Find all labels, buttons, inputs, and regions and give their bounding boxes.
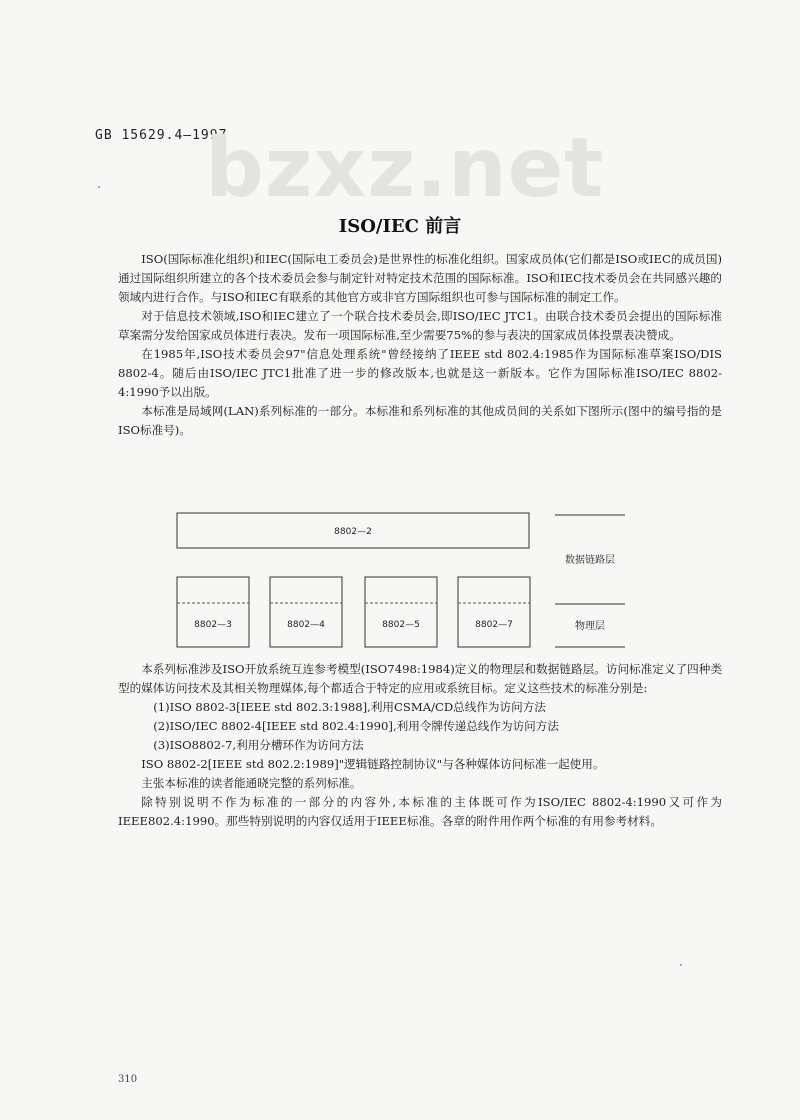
intro-text xyxy=(118,250,722,440)
box-8802-4 xyxy=(270,577,342,647)
box-8802-5 xyxy=(365,577,437,647)
page-number: 310 xyxy=(118,1074,138,1085)
layer-data-link-label: 数据链路层 xyxy=(565,555,615,566)
paragraph: 主张本标准的读者能通晓完整的系列标准。 xyxy=(141,776,362,790)
watermark: bzxz.net xyxy=(205,121,605,216)
scope-text xyxy=(118,660,722,831)
scan-speck xyxy=(680,964,682,966)
paragraph: 对于信息技术领域,ISO和IEC建立了一个联合技术委员会,即ISO/IEC JTC1。由联合技术委员会提出的国际标准草案需分发给国家成员体进行表决。发布一项国际标准,至少需要75%的参与表决的国家成员体投票表决赞成。 xyxy=(118,309,722,342)
scan-speck xyxy=(98,186,100,188)
page-title: ISO/IEC 前言 xyxy=(338,216,462,237)
list-item: (3)ISO8802-7,利用分槽环作为访问方法 xyxy=(153,738,364,752)
paragraph: 本系列标准涉及ISO开放系统互连参考模型(ISO7498:1984)定义的物理层和数据链路层。访问标准定义了四种类型的媒体访问技术及其相关物理媒体,每个都适合于特定的应用或系统目标。定义这些技术的标准分别是: xyxy=(118,662,722,695)
box-8802-3 xyxy=(177,577,249,647)
paragraph: 本标准是局域网(LAN)系列标准的一部分。本标准和系列标准的其他成员间的关系如下图所示(图中的编号指的是ISO标准号)。 xyxy=(118,404,722,437)
standard-number: GB 15629.4—1997 xyxy=(95,128,228,143)
box-8802-4-label: 8802—4 xyxy=(287,620,325,630)
box-8802-5-label: 8802—5 xyxy=(382,620,420,630)
box-8802-7-label: 8802—7 xyxy=(475,620,513,630)
list-item: (2)ISO/IEC 8802-4[IEEE std 802.4:1990],利用令牌传递总线作为访问方法 xyxy=(153,719,559,733)
paragraph: ISO 8802-2[IEEE std 802.2:1989]"逻辑链路控制协议"与各种媒体访问标准一起使用。 xyxy=(141,757,605,771)
box-8802-7 xyxy=(458,577,530,647)
box-8802-2-label: 8802—2 xyxy=(334,527,372,537)
paragraph: ISO(国际标准化组织)和IEC(国际电工委员会)是世界性的标准化组织。国家成员体(它们都是ISO或IEC的成员国)通过国际组织所建立的各个技术委员会参与制定针对特定技术范围的国际标准。ISO和IEC技术委员会在共同感兴趣的领域内进行合作。与ISO和IEC有联系的其他官方或非官方国际组织也可参与国际标准的制定工作。 xyxy=(118,252,722,304)
paragraph: 在1985年,ISO技术委员会97"信息处理系统"曾经接纳了IEEE std 802.4:1985作为国际标准草案ISO/DIS 8802-4。随后由ISO/IEC JTC1批准了进一步的修改版本,也就是这一新版本。它作为国际标准ISO/IEC 8802-4:1990予以出版。 xyxy=(118,347,722,399)
box-8802-2 xyxy=(177,513,529,548)
box-8802-3-label: 8802—3 xyxy=(194,620,232,630)
layer-physical-label: 物理层 xyxy=(575,621,605,632)
paragraph: 除特别说明不作为标准的一部分的内容外,本标准的主体既可作为ISO/IEC 8802-4:1990又可作为IEEE802.4:1990。那些特别说明的内容仅适用于IEEE标准。各章的附件用作两个标准的有用参考材料。 xyxy=(118,795,722,828)
list-item: (1)ISO 8802-3[IEEE std 802.3:1988],利用CSMA/CD总线作为访问方法 xyxy=(153,700,546,714)
